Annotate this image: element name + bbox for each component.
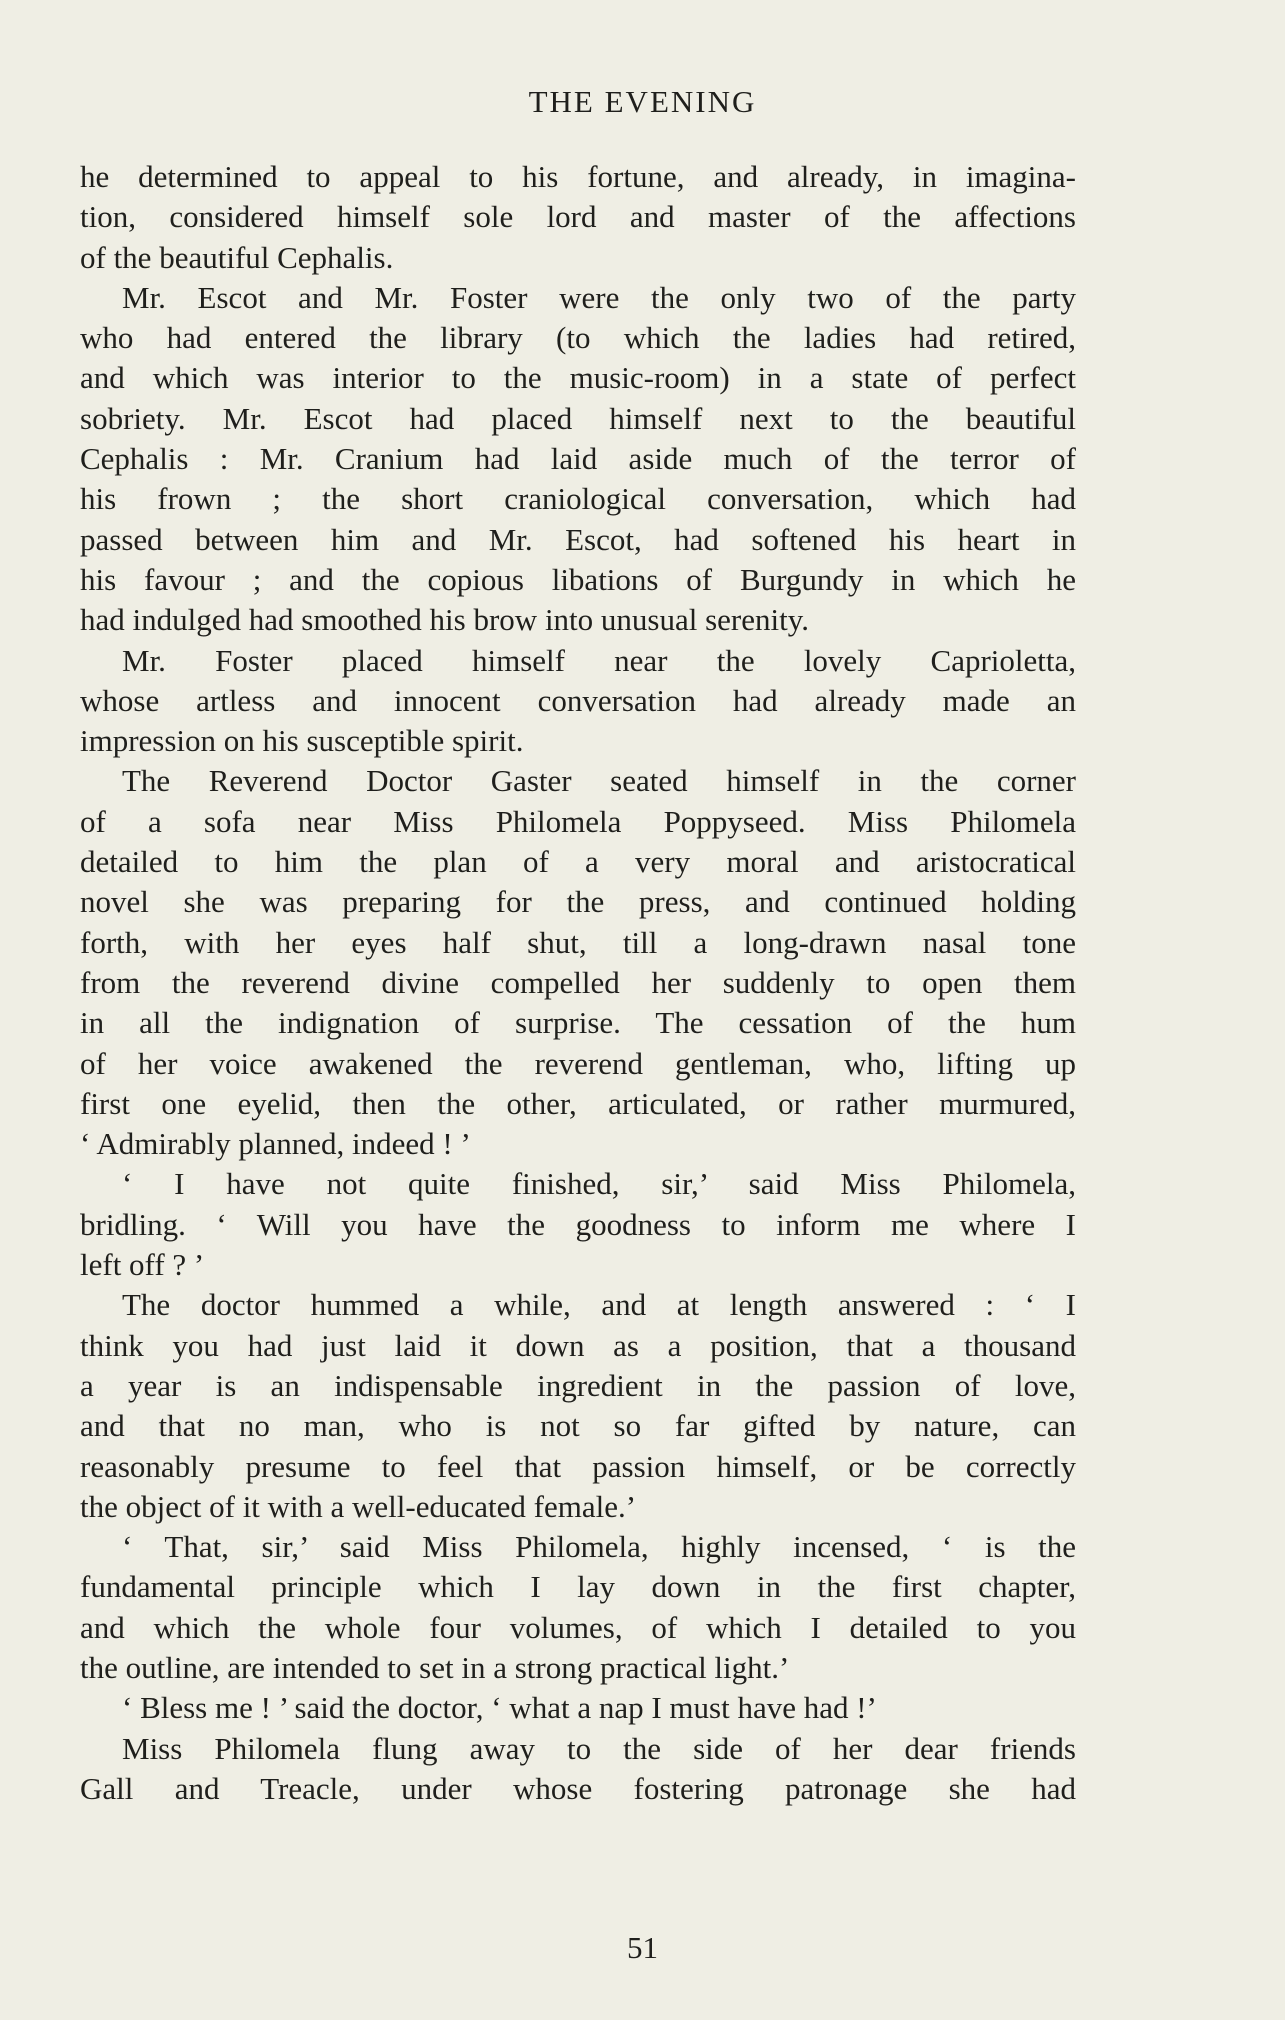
- page-number: 51: [627, 1930, 658, 1965]
- text-line: Cephalis : Mr. Cranium had laid aside much of the terror of: [80, 441, 1076, 477]
- text-line: a year is an indispensable ingredient in the passion of love,: [80, 1367, 1076, 1403]
- text-line: and that no man, who is not so far gifted by nature, can: [80, 1408, 1076, 1444]
- text-line: his frown ; the short craniological conversation, which had: [80, 481, 1076, 517]
- text-line: and which the whole four volumes, of which I detailed to you: [80, 1609, 1076, 1645]
- text-line: of a sofa near Miss Philomela Poppyseed. Miss Philomela: [80, 803, 1076, 839]
- text-line: ‘ That, sir,’ said Miss Philomela, highly incensed, ‘ is the: [122, 1529, 1076, 1565]
- text-line: think you had just laid it down as a position, that a thousand: [80, 1327, 1076, 1363]
- text-line: Mr. Escot and Mr. Foster were the only two of the party: [122, 279, 1076, 315]
- text-line: sobriety. Mr. Escot had placed himself next to the beautiful: [80, 400, 1076, 436]
- text-line: Gall and Treacle, under whose fostering patronage she had: [80, 1770, 1076, 1806]
- text-line: and which was interior to the music-room) in a state of perfect: [80, 360, 1076, 396]
- text-line: from the reverend divine compelled her suddenly to open them: [80, 964, 1076, 1000]
- text-line: ‘ I have not quite finished, sir,’ said Miss Philomela,: [122, 1166, 1076, 1202]
- text-line: whose artless and innocent conversation had already made an: [80, 682, 1076, 718]
- text-line: forth, with her eyes half shut, till a long-drawn nasal tone: [80, 924, 1076, 960]
- text-line: tion, considered himself sole lord and master of the affections: [80, 199, 1076, 235]
- text-line: The doctor hummed a while, and at length answered : ‘ I: [122, 1287, 1076, 1323]
- text-line: detailed to him the plan of a very moral and aristocratical: [80, 844, 1076, 880]
- text-line: who had entered the library (to which the ladies had retired,: [80, 320, 1076, 356]
- text-line: the object of it with a well-educated female.’: [80, 1488, 637, 1524]
- text-line: the outline, are intended to set in a strong practical light.’: [80, 1649, 790, 1685]
- text-line: The Reverend Doctor Gaster seated himself in the corner: [122, 763, 1076, 799]
- text-line: he determined to appeal to his fortune, and already, in imagina-: [80, 159, 1076, 194]
- text-line: ‘ Bless me ! ’ said the doctor, ‘ what a nap I must have had !’: [122, 1690, 877, 1726]
- text-line: of her voice awakened the reverend gentleman, who, lifting up: [80, 1045, 1076, 1081]
- text-line: Mr. Foster placed himself near the lovely Caprioletta,: [122, 642, 1076, 678]
- text-line: Miss Philomela flung away to the side of her dear friends: [122, 1730, 1076, 1766]
- text-line: ‘ Admirably planned, indeed ! ’: [80, 1126, 471, 1162]
- text-line: in all the indignation of surprise. The cessation of the hum: [80, 1005, 1076, 1041]
- text-line: first one eyelid, then the other, articulated, or rather murmured,: [80, 1085, 1076, 1121]
- text-line: had indulged had smoothed his brow into unusual serenity.: [80, 602, 809, 638]
- running-header: THE EVENING: [528, 84, 757, 119]
- text-line: left off ? ’: [80, 1247, 205, 1283]
- text-line: bridling. ‘ Will you have the goodness to inform me where I: [80, 1206, 1076, 1242]
- text-line: of the beautiful Cephalis.: [80, 239, 394, 275]
- text-line: passed between him and Mr. Escot, had softened his heart in: [80, 521, 1076, 557]
- text-line: reasonably presume to feel that passion himself, or be correctly: [80, 1448, 1076, 1484]
- text-line: impression on his susceptible spirit.: [80, 723, 524, 759]
- text-line: his favour ; and the copious libations of Burgundy in which he: [80, 561, 1076, 597]
- body-text: [80, 157, 1076, 1809]
- text-line: fundamental principle which I lay down in the first chapter,: [80, 1569, 1076, 1605]
- text-line: novel she was preparing for the press, and continued holding: [80, 884, 1076, 920]
